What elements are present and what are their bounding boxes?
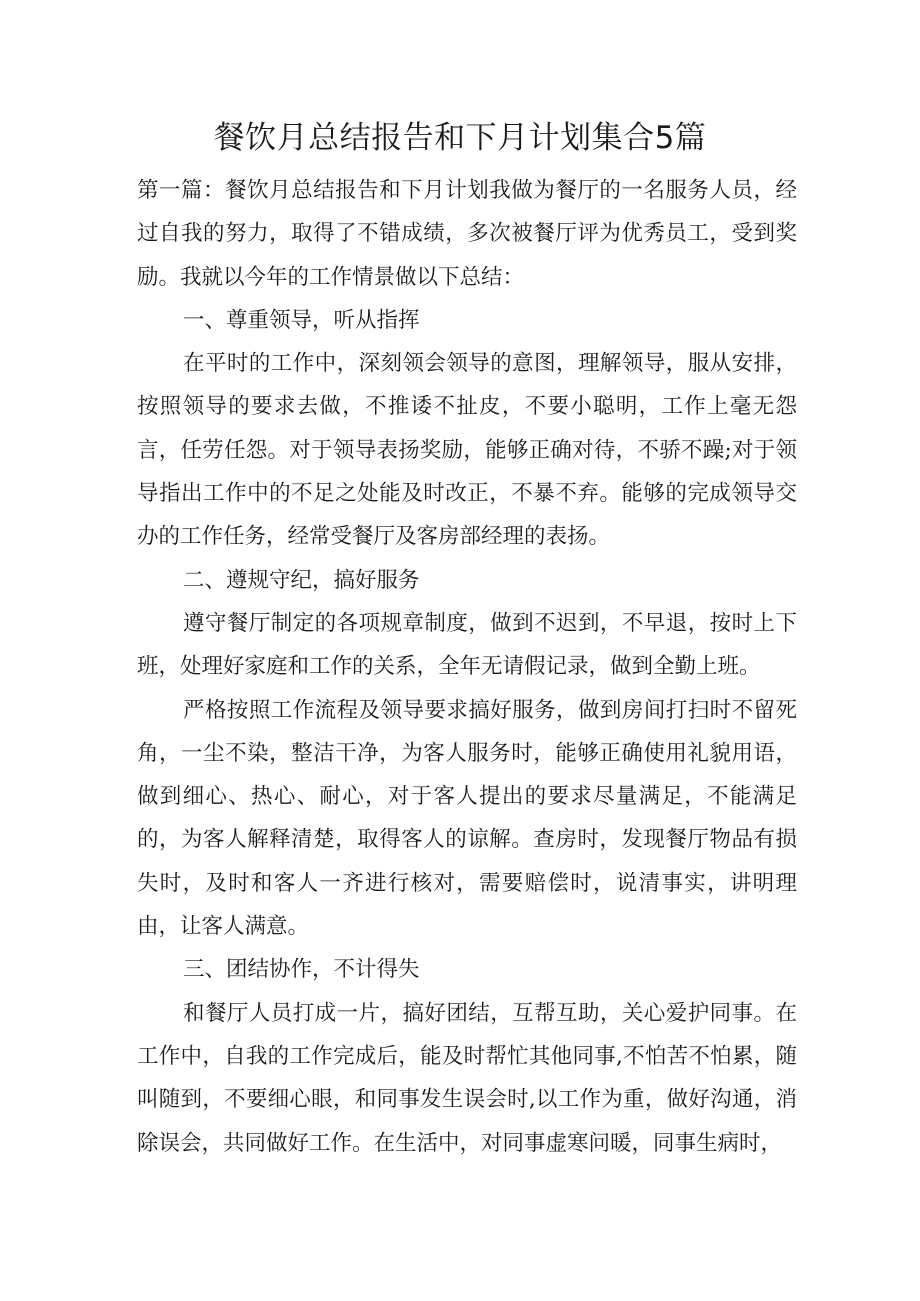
section-heading-3: 三、团结协作，不计得失: [183, 957, 420, 983]
paragraph-respect-leadership: 在平时的工作中，深刻领会领导的意图，理解领导，服从安排，按照领导的要求去做，不推诿不扯皮，不要小聪明，工作上毫无怨言，任劳任怨。对于领导表扬奖励，能够正确对待，不骄不躁;对于领导指出工作中的不足之处能及时改正，不暴不弃。能够的完成领导交办的工作任务，经常受餐厅及客房部经理的表扬。: [137, 351, 797, 550]
document-title: 餐饮月总结报告和下月计划集合5篇: [213, 120, 707, 156]
paragraph-service: 严格按照工作流程及领导要求搞好服务，做到房间打扫时不留死角，一尘不染，整洁干净，为客人服务时，能够正确使用礼貌用语，做到细心、热心、耐心，对于客人提出的要求尽量满足，不能满足的，为客人解释清楚，取得客人的谅解。查房时，发现餐厅物品有损失时，及时和客人一齐进行核对，需要赔偿时，说清事实，讲明理由，让客人满意。: [137, 697, 797, 940]
document-body: [137, 169, 797, 1165]
section-heading-2: 二、遵规守纪，搞好服务: [183, 567, 420, 593]
paragraph-intro: 第一篇：餐饮月总结报告和下月计划我做为餐厅的一名服务人员，经过自我的努力，取得了不错成绩，多次被餐厅评为优秀员工，受到奖励。我就以今年的工作情景做以下总结：: [137, 178, 797, 290]
paragraph-teamwork: 和餐厅人员打成一片，搞好团结，互帮互助，关心爱护同事。在工作中，自我的工作完成后，能及时帮忙其他同事,不怕苦不怕累，随叫随到，不要细心眼，和同事发生误会时,以工作为重，做好沟通，消除误会，共同做好工作。在生活中，对同事虚寒问暖，同事生病时，: [137, 1000, 797, 1156]
paragraph-discipline: 遵守餐厅制定的各项规章制度，做到不迟到，不早退，按时上下班，处理好家庭和工作的关系，全年无请假记录，做到全勤上班。: [137, 610, 797, 680]
section-heading-1: 一、尊重领导，听从指挥: [183, 307, 420, 333]
